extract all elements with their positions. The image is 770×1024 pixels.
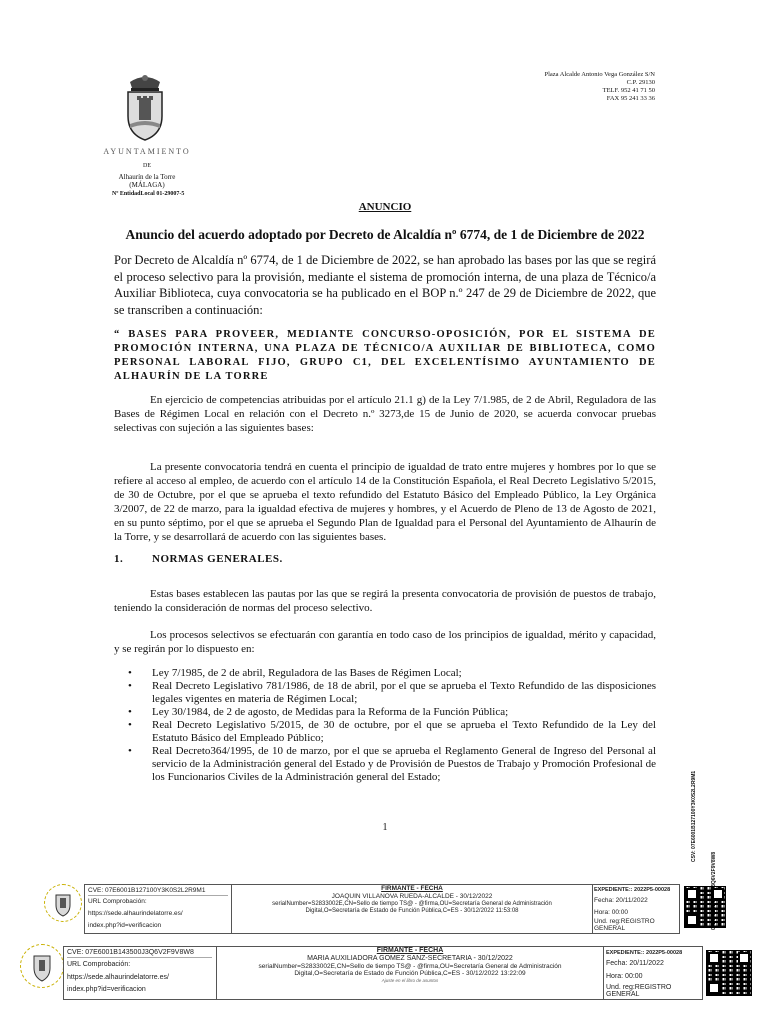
url-label: URL Comprobación:	[88, 898, 147, 905]
registro-2: Und. reg:REGISTRO GENERAL	[606, 984, 672, 998]
document-heading: ANUNCIO	[358, 201, 412, 213]
fecha: Fecha: 20/11/2022	[594, 897, 648, 904]
paragraph-igualdad	[114, 460, 656, 544]
signer-block-2	[216, 947, 604, 999]
signer-name: JOAQUIN VILLANOVA RUEDA-ALCALDE - 30/12/2022	[331, 893, 493, 900]
expediente: EXPEDIENTE:: 2022P5-00028	[594, 887, 671, 893]
signer-name-2: MARIA AUXILIADORA GOMEZ SANZ-SECRETARIA - 30/12/2022	[307, 955, 513, 962]
list-item: • Real Decreto Legislativo 5/2015, de 30 de octubre, por el que se aprueba el Texto Refundido de la Ley del Estatuto Básico del Empleado Público;	[128, 719, 656, 745]
section-title: NORMAS GENERALES.	[152, 553, 283, 565]
address-postal: C.P. 29130	[626, 79, 655, 86]
signer-certificate-2: serialNumber=S2833002E,CN=Sello de tiempo TS@ - @firma,OU=Secretaría General de Administración	[258, 963, 562, 970]
signer-note: Ajuste en el libro de asuntos	[381, 978, 439, 983]
municipality-line2: (MÁLAGA)	[129, 181, 165, 189]
paragraph-procesos-text: Los procesos selectivos se efectuarán con garantía en todo caso de los principios de igualdad, mérito y capacidad, y se regirán por lo dispuesto en:	[114, 629, 656, 655]
cve-code: CVE: 07E6001B127100Y3K0S2L2R9M1	[88, 887, 228, 896]
address-street: Plaza Alcalde Antonio Vega González S/N	[544, 71, 655, 78]
registro: Und. reg:REGISTRO GENERAL	[594, 918, 655, 932]
verification-link-path-2[interactable]: index.php?id=verificacion	[67, 986, 146, 993]
verification-link[interactable]: https://sede.alhaurindelatorre.es/	[88, 910, 183, 917]
municipality-line1: Alhaurín de la Torre	[118, 173, 176, 181]
page-number: 1	[382, 822, 388, 833]
coat-of-arms-icon	[124, 72, 166, 144]
paragraph-procesos	[114, 628, 656, 656]
hora-2: Hora: 00:00	[606, 973, 643, 980]
qr-code-icon-2	[706, 950, 752, 996]
list-item: • Ley 30/1984, de 2 de agosto, de Medidas para la Reforma de la Función Pública;	[128, 706, 656, 719]
signature-footer-2	[63, 946, 703, 1000]
legislation-list	[128, 667, 656, 784]
paragraph-competencias-text: En ejercicio de competencias atribuidas por el artículo 21.1 g) de la Ley 7/1.985, de 2 de Abril, Reguladora de las Bases de Régimen Local en relación con el Decreto n.º 3273,de 15 de Junio de 2020, se acuerda convocar pruebas selectivas con sujeción a las siguientes bases:	[114, 394, 656, 434]
paragraph-igualdad-text: La presente convocatoria tendrá en cuenta el principio de igualdad de trato entre mujeres y hombres por lo que se refiere al acceso al empleo, de acuerdo con el artículo 14 de la Constitución Española, el Real Decreto Legislativo 5/2015, de 30 de Octubre, por el que se aprueba el texto refundido del Estatuto Básico del Empleado Público, la Ley Orgánica 3/2007, de 22 de marzo, para la igualdad efectiva de mujeres y hombres, y el Acuerdo de Pleno de 13 de Agosto de 2021, en su punto séptimo, por el que se aprueba el Segundo Plan de Igualdad para el Personal del Ayuntamiento de Alhaurín de la Torre, y se desarrollará de acuerdo con las siguientes bases.	[114, 461, 656, 543]
section-number: 1.	[114, 553, 124, 565]
address-phone: TELF. 952 41 71 50	[602, 87, 655, 94]
hora: Hora: 00:00	[594, 909, 628, 916]
document-title: Anuncio del acuerdo adoptado por Decreto de Alcaldía nº 6774, de 1 de Diciembre de 2022	[125, 227, 645, 242]
section-heading	[114, 553, 283, 565]
signer-heading-2: FIRMANTE - FECHA	[376, 947, 444, 954]
qr-code-icon	[684, 886, 726, 928]
signer-timestamp: Digital,O=Secretaría de Estado de Función Pública,C=ES - 30/12/2022 11:53:08	[305, 908, 519, 914]
entity-number: Nº EntidadLocal 01-29007-5	[112, 191, 185, 197]
signer-timestamp-2: Digital,O=Secretaría de Estado de Función Pública,C=ES - 30/12/2022 13:22:09	[294, 970, 526, 977]
url-label-2: URL Comprobación:	[67, 961, 131, 968]
fecha-2: Fecha: 20/11/2022	[606, 960, 664, 967]
signer-block	[231, 885, 593, 933]
list-item: • Real Decreto Legislativo 781/1986, de 18 de abril, por el que se aprueba el Texto Refundido de las disposiciones legales vigentes en materia de Régimen Local;	[128, 680, 656, 706]
de-label: DE	[143, 163, 151, 169]
address-fax: FAX 95 241 33 36	[606, 95, 655, 102]
verification-link-2[interactable]: https://sede.alhaurindelatorre.es/	[67, 974, 169, 981]
signature-footer-1	[84, 884, 680, 934]
paragraph-competencias	[114, 393, 656, 435]
municipal-seal-icon-2	[20, 944, 64, 988]
list-item: • Real Decreto364/1995, de 10 de marzo, por el que se aprueba el Reglamento General de Ingreso del Personal al servicio de la Administración general del Estado y de Provisión de Puestos de Trabajo y Promoción Profesional de los Funcionarios Civiles de la Administración general del Estado;	[128, 745, 656, 784]
address-block	[470, 71, 655, 103]
verification-link-path[interactable]: index.php?id=verificacion	[88, 922, 162, 929]
municipality-name	[92, 173, 202, 189]
intro-paragraph: Por Decreto de Alcaldía nº 6774, de 1 de Diciembre de 2022, se han aprobado las bases por las que se regirá el proceso selectivo para la provisión, mediante el sistema de promoción interna, de una plaza de Técnico/a Auxiliar Biblioteca, cuya convocatoria se ha publicado en el BOP n.º 247 de 29 de Diciembre de 2022, que se transcriben a continuación:	[114, 253, 656, 317]
paragraph-pautas	[114, 587, 656, 615]
ayuntamiento-label: AYUNTAMIENTO	[103, 147, 191, 156]
municipal-seal-icon	[44, 884, 82, 922]
bases-title: “ BASES PARA PROVEER, MEDIANTE CONCURSO-OPOSICIÓN, POR EL SISTEMA DE PROMOCIÓN INTERNA, UNA PLAZA DE TÉCNICO/A AUXILIAR DE BIBLIOTECA, COMO PERSONAL LABORAL FIJO, GRUPO C1, DEL EXCELENTÍSIMO AYUNTAMIENTO DE ALHAURÍN DE LA TORRE	[114, 329, 656, 382]
csv-code-vertical: CSV: 07E6001B127100Y3K0S2L2R9M1	[691, 770, 697, 862]
paragraph-pautas-text: Estas bases establecen las pautas por las que se regirá la presenta convocatoria de provisión de puestos de trabajo, teniendo la consideración de normas del proceso selectivo.	[114, 588, 656, 614]
list-item: • Ley 7/1985, de 2 de abril, Reguladora de las Bases de Régimen Local;	[128, 667, 656, 680]
signer-heading: FIRMANTE - FECHA	[381, 885, 443, 892]
cve-code-2: CVE: 07E6001B143500J3Q6V2F9V8W8	[67, 949, 212, 958]
expediente-2: EXPEDIENTE:: 2022P5-00028	[606, 950, 683, 956]
signer-certificate: serialNumber=S2833002E,CN=Sello de tiempo TS@ - @firma,OU=Secretaría General de Administración	[272, 901, 552, 907]
